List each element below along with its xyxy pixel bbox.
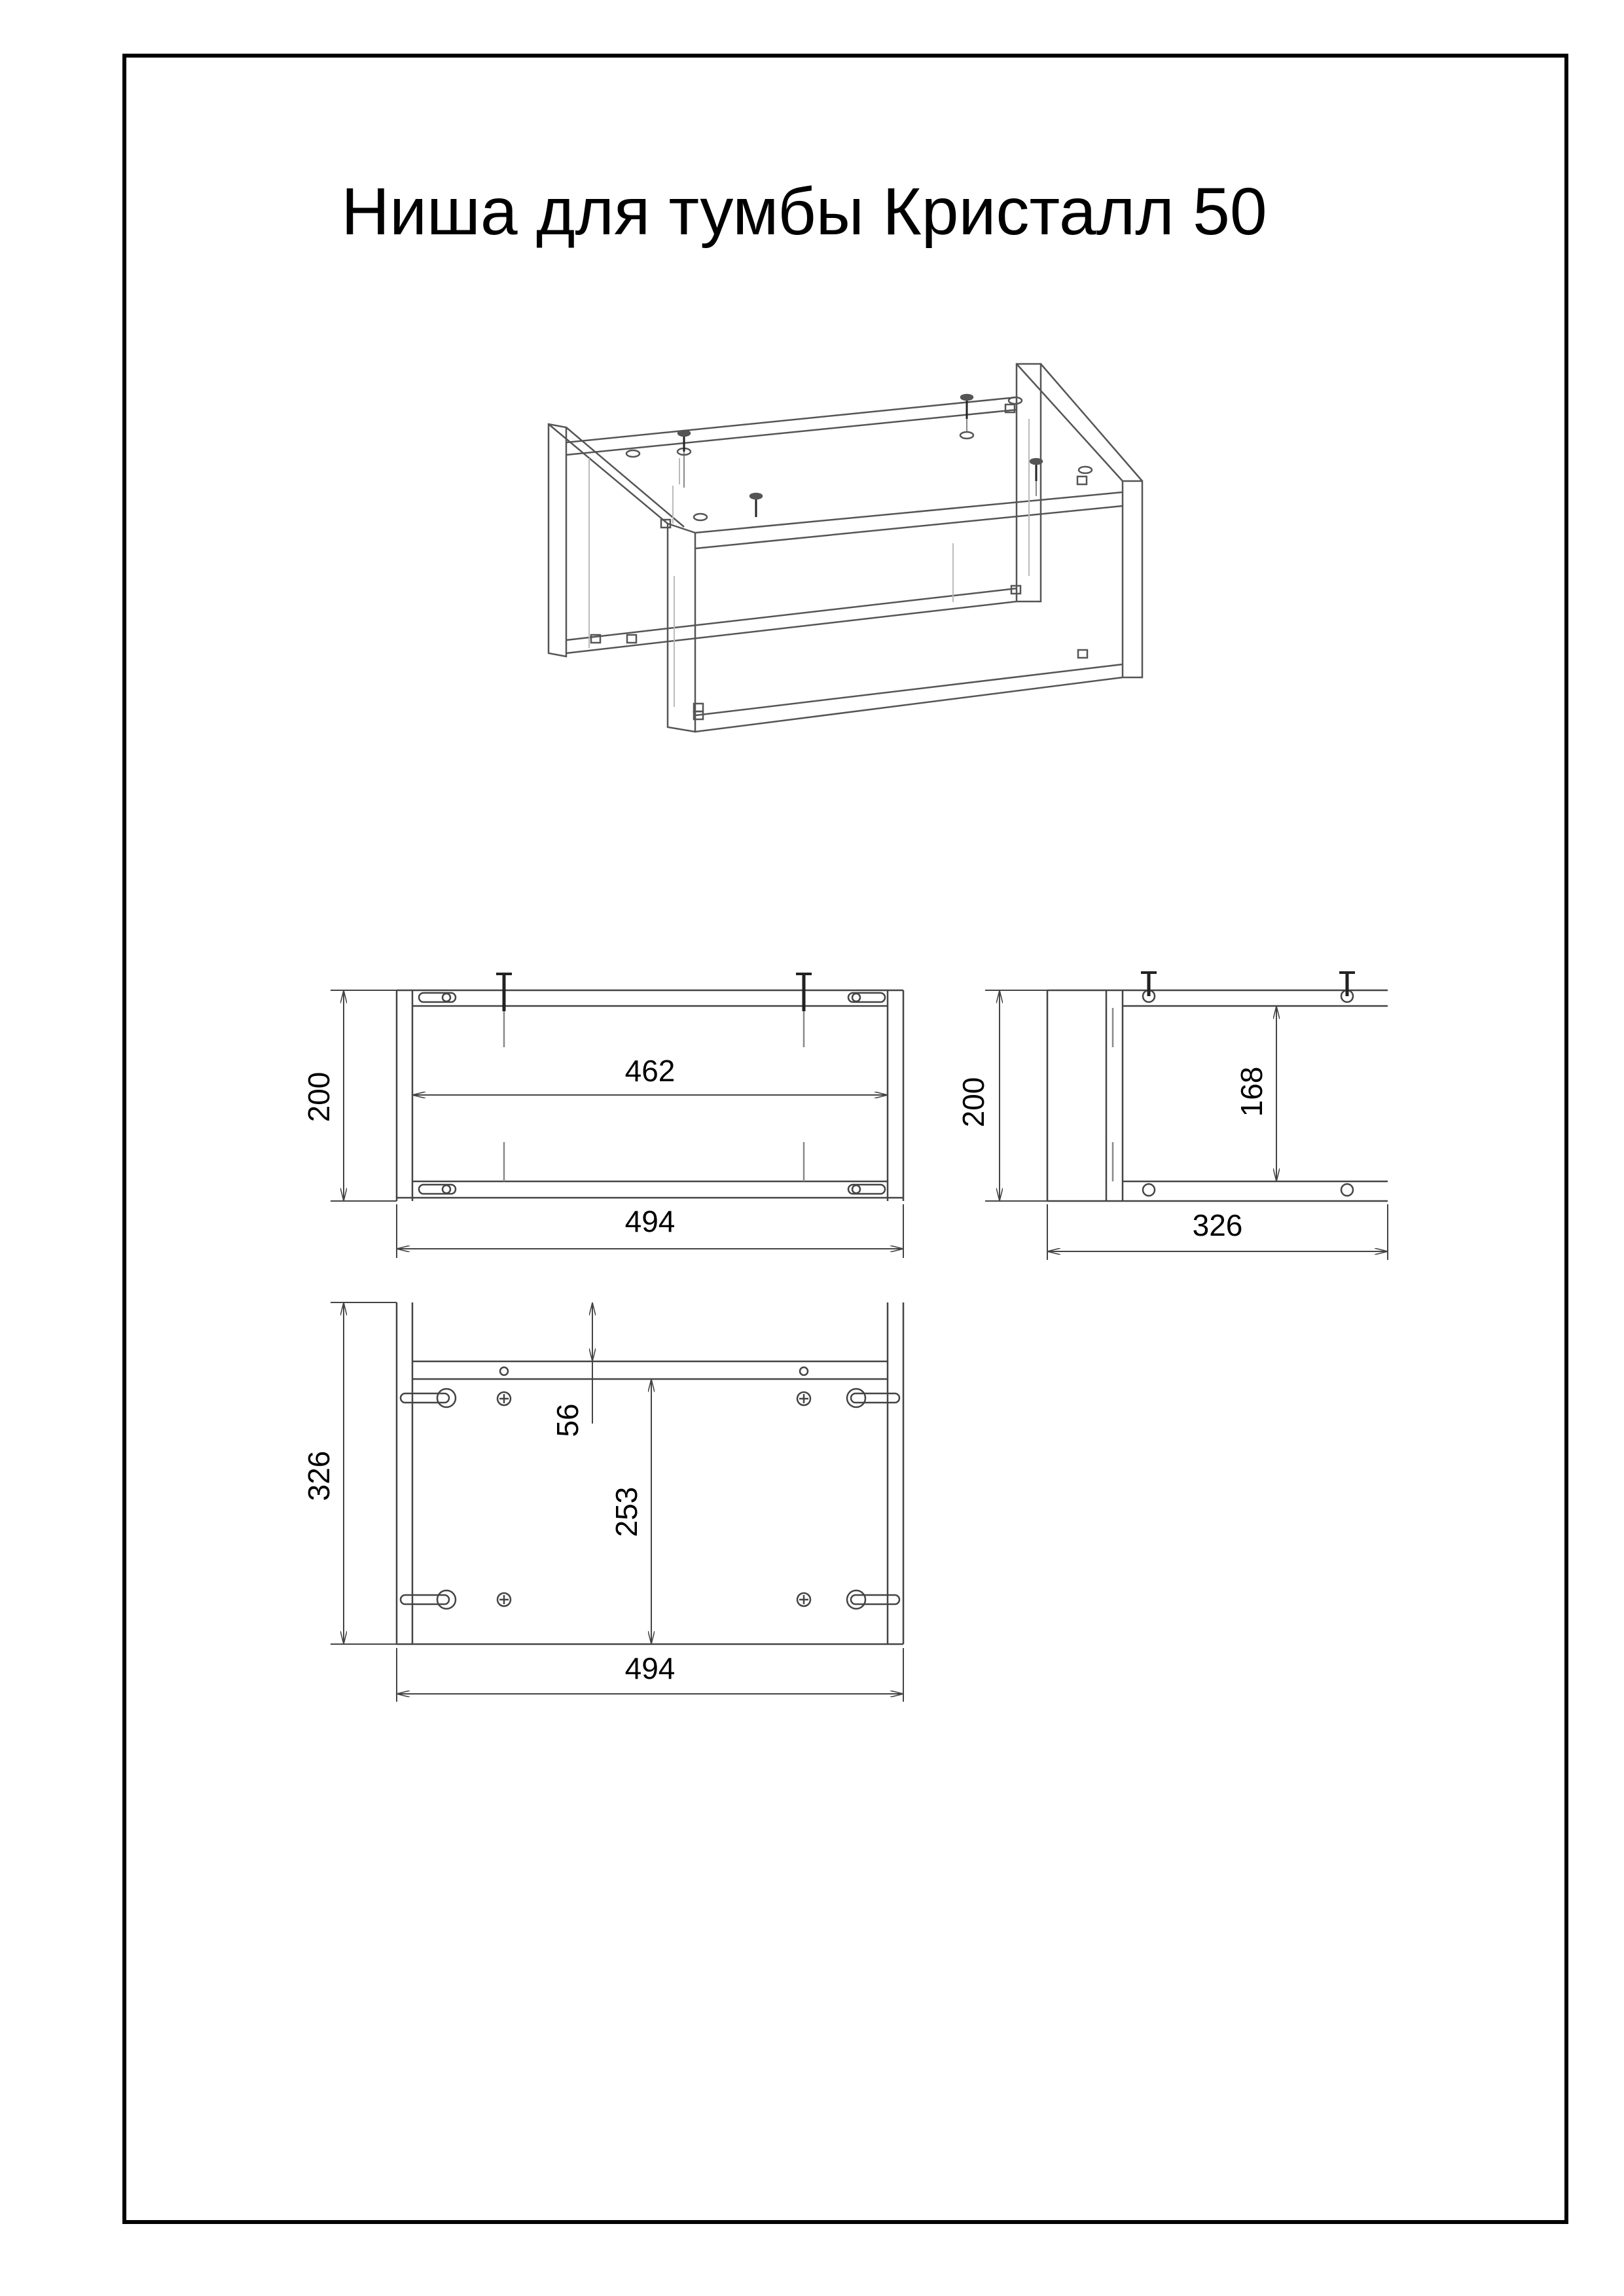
top-view (397, 1302, 903, 1644)
isometric-view (549, 364, 1142, 732)
front-outer-width-label: 494 (624, 1204, 676, 1238)
front-view-dimensions (331, 990, 903, 1258)
top-spacing-label: 253 (609, 1486, 643, 1537)
front-inner-width-label: 462 (624, 1054, 676, 1088)
side-depth-label: 326 (1192, 1208, 1243, 1242)
page-title-text: Ниша для тумбы Кристалл 50 (341, 174, 1267, 249)
sheet-border (124, 56, 1566, 2222)
side-height-label: 200 (956, 1077, 990, 1128)
top-outer-width-label: 494 (624, 1651, 676, 1685)
top-offset-label: 56 (550, 1403, 585, 1437)
side-inner-height-label: 168 (1235, 1066, 1269, 1117)
front-height-label: 200 (302, 1071, 336, 1122)
side-view (1047, 973, 1388, 1201)
top-depth-label: 326 (302, 1450, 336, 1501)
side-view-dimensions (985, 990, 1388, 1260)
